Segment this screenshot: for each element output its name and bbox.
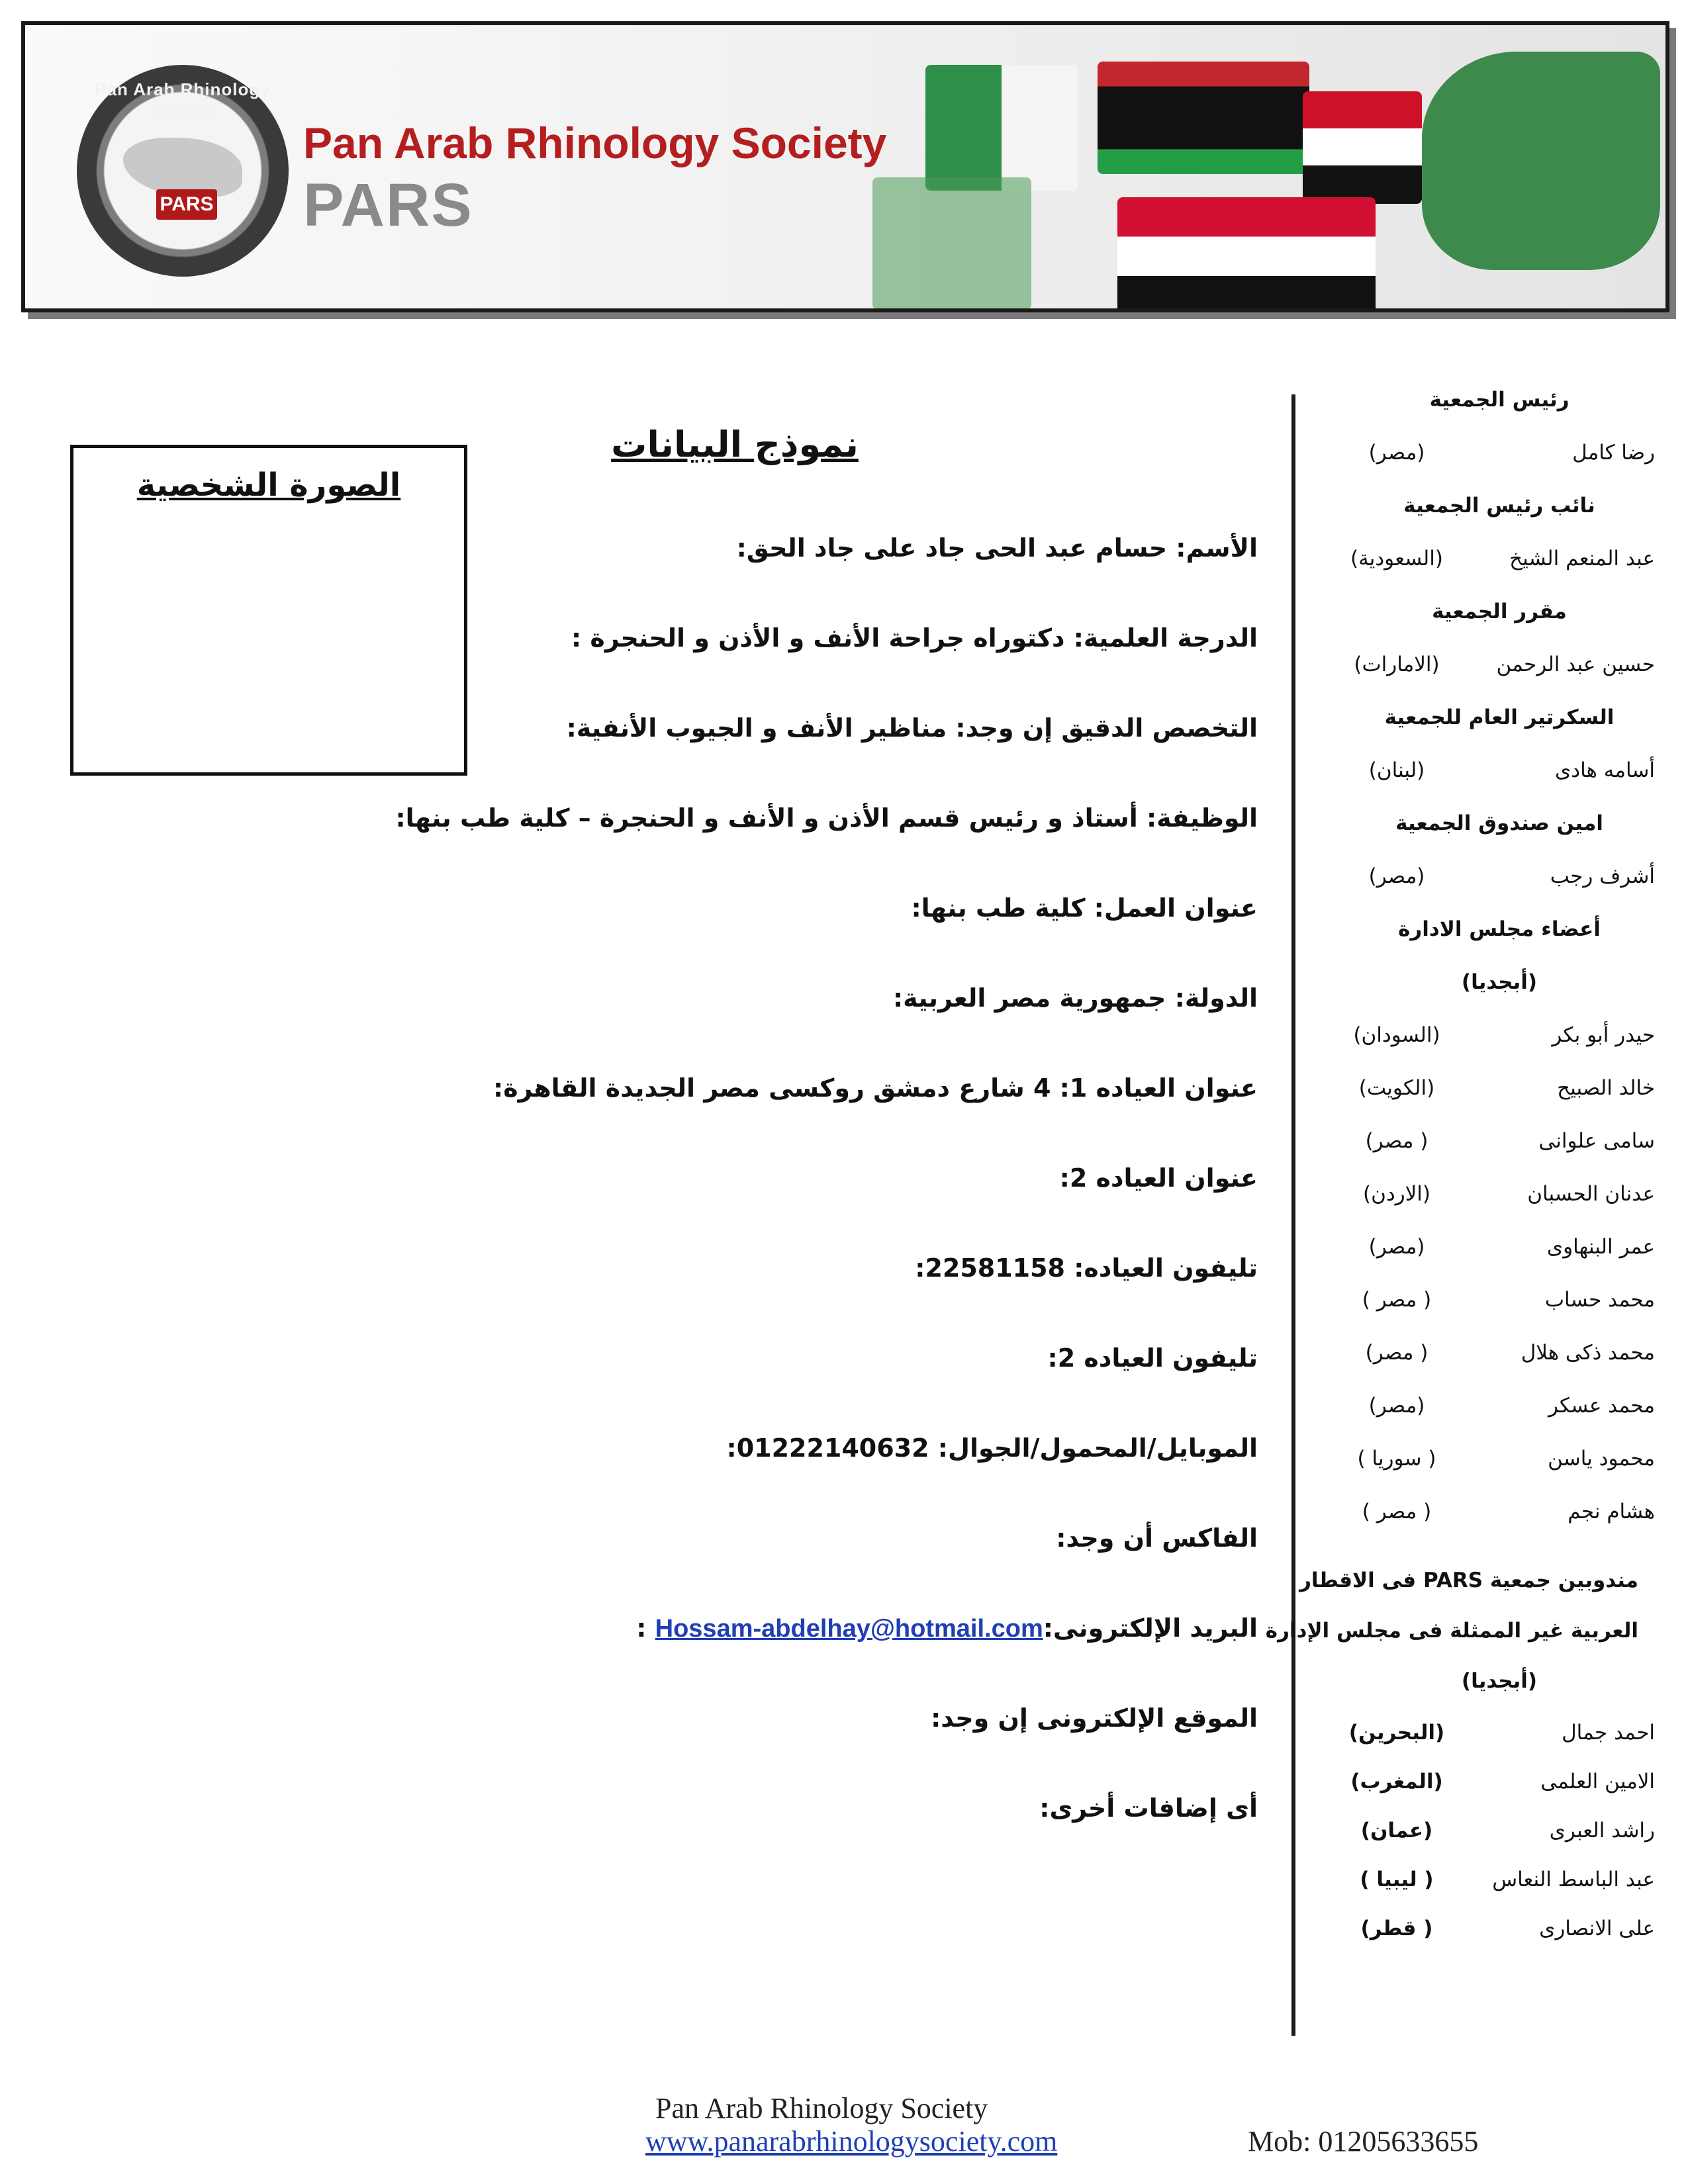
field-degree: الدرجة العلمية: دكتوراه جراحة الأنف و الأذن و الحنجرة : — [571, 623, 1258, 653]
flag-shape-libya — [1098, 62, 1309, 174]
board-member-country: ( سوريا ) — [1357, 1447, 1436, 1471]
delegate-name: عبد الباسط النعاس — [1492, 1868, 1655, 1891]
arab-map-icon — [123, 138, 242, 197]
board-member-country: ( مصر ) — [1362, 1500, 1432, 1524]
delegates-title-line2: العربية غير الممثلة فى مجلس الإدارة — [1265, 1619, 1638, 1643]
board-member-country: ( مصر) — [1365, 1129, 1429, 1153]
rapporteur-country: (الامارات) — [1354, 653, 1440, 676]
field-specialty: التخصص الدقيق إن وجد: مناظير الأنف و الجيوب الأنفية: — [566, 713, 1258, 743]
footer-society-name: Pan Arab Rhinology Society — [655, 2092, 988, 2124]
email-label: البريد الإلكترونى: — [1043, 1614, 1258, 1643]
field-email — [636, 1614, 1258, 1643]
delegate-country: (المغرب) — [1350, 1770, 1443, 1794]
board-member-name: محمد ذكى هلال — [1521, 1341, 1655, 1365]
field-country: الدولة: جمهورية مصر العربية: — [892, 983, 1258, 1013]
rapporteur-title: مقرر الجمعية — [1432, 600, 1567, 623]
brand-subtitle: PARS — [303, 171, 473, 239]
delegate-country: (البحرين) — [1348, 1721, 1445, 1745]
footer-website-link[interactable]: www.panarabrhinologysociety.com — [645, 2125, 1058, 2158]
delegate-name: على الانصارى — [1539, 1917, 1655, 1940]
treasurer-name: أشرف رجب — [1550, 864, 1655, 888]
flag-shape-egypt — [1303, 91, 1422, 204]
board-member-name: سامى علوانى — [1538, 1129, 1655, 1153]
photo-title: الصورة الشخصية — [136, 467, 401, 504]
flag-shape-algeria — [925, 65, 1078, 191]
delegate-name: راشد العبرى — [1549, 1819, 1655, 1843]
column-divider — [1291, 394, 1295, 2036]
flag-shape-saudi — [1422, 52, 1660, 270]
secretary-country: (لبنان) — [1368, 758, 1425, 782]
board-member-name: محمود ياسن — [1548, 1447, 1655, 1471]
board-member-country: (مصر) — [1368, 1235, 1425, 1259]
board-member-name: عمر البنهاوى — [1546, 1235, 1655, 1259]
president-name: رضا كامل — [1572, 441, 1655, 465]
delegates-subtitle: (أبجديا) — [1461, 1669, 1538, 1693]
field-job: الوظيفة: أستاذ و رئيس قسم الأذن و الأنف و الحنجرة – كلية طب بنها: — [395, 803, 1258, 833]
field-clinic-address-2: عنوان العياده 2: — [1059, 1163, 1258, 1193]
email-suffix: : — [636, 1614, 655, 1643]
board-member-name: محمد حساب — [1544, 1288, 1655, 1312]
delegate-country: (عمان) — [1360, 1819, 1433, 1843]
field-name: الأسم: حسام عبد الحى جاد على جاد الحق: — [736, 533, 1258, 563]
secretary-title: السكرتير العام للجمعية — [1384, 705, 1615, 729]
field-clinic-phone-2: تليفون العياده 2: — [1047, 1343, 1258, 1373]
board-member-country: (السودان) — [1353, 1023, 1440, 1047]
board-subtitle: (أبجديا) — [1461, 970, 1538, 994]
board-title: أعضاء مجلس الادارة — [1398, 917, 1601, 941]
field-other: أى إضافات أخرى: — [1039, 1794, 1258, 1823]
vice-title: نائب رئيس الجمعية — [1403, 494, 1595, 518]
board-member-country: (مصر) — [1368, 1394, 1425, 1418]
delegate-country: ( ليبيا ) — [1360, 1868, 1434, 1891]
brand-title: Pan Arab Rhinology Society — [303, 118, 887, 167]
footer-mobile: Mob: 01205633655 — [1248, 2125, 1479, 2158]
board-member-country: (الكويت) — [1358, 1076, 1435, 1100]
president-country: (مصر) — [1368, 441, 1425, 465]
flag-shape-sudan — [1117, 197, 1376, 312]
treasurer-title: امين صندوق الجمعية — [1395, 811, 1603, 835]
form-title: نموذج البيانات — [611, 424, 859, 465]
delegate-name: الامين العلمى — [1540, 1770, 1655, 1794]
board-member-country: ( مصر) — [1365, 1341, 1429, 1365]
logo-ring-text: Pan Arab Rhinology Society — [95, 79, 271, 120]
board-member-name: حيدر أبو بكر — [1552, 1023, 1655, 1047]
board-member-name: عدنان الحسبان — [1527, 1182, 1655, 1206]
photo-box — [70, 445, 467, 776]
board-member-name: محمد عسكر — [1548, 1394, 1655, 1418]
flag-shape-mauritania — [872, 177, 1031, 310]
field-clinic-address-1: عنوان العياده 1: 4 شارع دمشق روكسى مصر الجديدة القاهرة: — [493, 1073, 1258, 1103]
field-fax: الفاكس أن وجد: — [1056, 1524, 1258, 1553]
delegates-title-line1: مندوبين جمعية PARS فى الاقطار — [1299, 1569, 1638, 1592]
vice-country: (السعودية) — [1350, 547, 1443, 570]
field-website: الموقع الإلكترونى إن وجد: — [931, 1704, 1258, 1733]
field-work-address: عنوان العمل: كلية طب بنها: — [911, 893, 1258, 923]
rapporteur-name: حسين عبد الرحمن — [1496, 653, 1655, 676]
board-member-name: هشام نجم — [1568, 1500, 1655, 1524]
delegate-country: ( قطر) — [1360, 1917, 1433, 1940]
logo-badge: PARS — [156, 189, 217, 220]
treasurer-country: (مصر) — [1368, 864, 1425, 888]
president-title: رئيس الجمعية — [1429, 388, 1570, 412]
secretary-name: أسامه هادى — [1555, 758, 1655, 782]
pars-logo — [77, 65, 289, 277]
field-mobile: الموبايل/المحمول/الجوال: 01222140632: — [726, 1433, 1258, 1463]
board-member-country: ( مصر ) — [1362, 1288, 1432, 1312]
email-link[interactable]: Hossam-abdelhay@hotmail.com — [655, 1615, 1043, 1643]
board-member-name: خالد الصبيح — [1557, 1076, 1655, 1100]
header-banner — [21, 21, 1669, 312]
field-clinic-phone: تليفون العياده: 22581158: — [915, 1253, 1258, 1283]
board-member-country: (الاردن) — [1362, 1182, 1431, 1206]
vice-name: عبد المنعم الشيخ — [1509, 547, 1655, 570]
delegate-name: احمد جمال — [1562, 1721, 1655, 1745]
